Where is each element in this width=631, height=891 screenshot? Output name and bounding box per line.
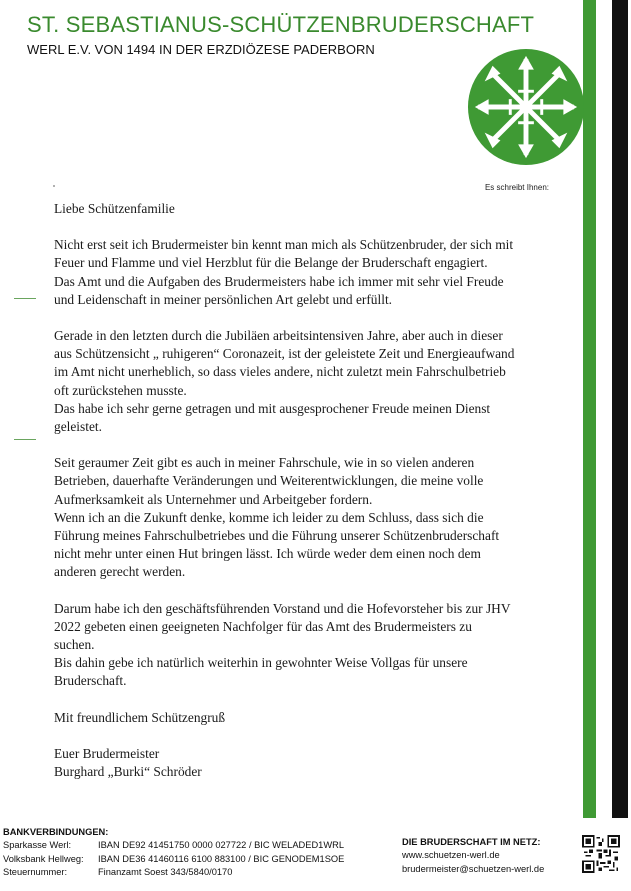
fold-mark-middle: [14, 439, 36, 440]
paragraph-4-line-2: 2022 gebeten einen geeigneten Nachfolger für das Amt des Brudermeisters zu: [54, 618, 472, 634]
paragraph-2-line-2: aus Schützensicht „ ruhigeren“ Coronazeit, ist der geleistete Zeit und Energieaufwand: [54, 346, 515, 362]
bank-row-volksbank: [3, 853, 344, 866]
bank-details: [3, 826, 344, 879]
black-side-stripe: [612, 0, 628, 818]
paragraph-4-line-4: Bis dahin gebe ich natürlich weiterhin in gewohnter Weise Vollgas für unsere: [54, 655, 468, 671]
letter-greeting: Liebe Schützenfamilie: [54, 201, 175, 216]
fold-mark-top: [14, 298, 36, 299]
signature-title: Euer Brudermeister: [54, 745, 160, 761]
paragraph-2-line-5: Das habe ich sehr gerne getragen und mit ausgesprochener Freude meinen Dienst: [54, 400, 491, 416]
paragraph-4-line-1: Darum habe ich den geschäftsführenden Vorstand und die Hofevorsteher bis zur JHV: [54, 600, 511, 616]
paragraph-4-line-3: suchen.: [54, 637, 95, 653]
sender-label: Es schreibt Ihnen:: [484, 183, 549, 192]
bank-heading: BANKVERBINDUNGEN:: [3, 827, 109, 837]
paragraph-3-line-2: Betrieben, dauerhafte Veränderungen und Weiterentwicklungen, die meine volle: [54, 473, 484, 489]
tax-value: Finanzamt Soest 343/5840/0170: [98, 866, 233, 877]
decorative-dot: [53, 185, 55, 187]
paragraph-3-line-1: Seit geraumer Zeit gibt es auch in meiner Fahrschule, wie in so vielen anderen: [54, 455, 475, 471]
paragraph-1-line-2: Feuer und Flamme und viel Herzblut für die Belange der Bruderschaft engagiert.: [54, 255, 488, 271]
qr-code-icon[interactable]: [582, 835, 620, 873]
organization-subtitle: WERL E.V. VON 1494 IN DER ERZDIÖZESE PADERBORN: [27, 42, 375, 57]
paragraph-2-line-4: oft zurückstehen musste.: [54, 382, 187, 398]
paragraph-1-line-1: Nicht erst seit ich Brudermeister bin kennt man mich als Schützenbruder, der sich mit: [54, 237, 514, 253]
tax-label: Steuernummer:: [3, 866, 68, 877]
letter-body: [54, 200, 574, 781]
bank-label: Volksbank Hellweg:: [3, 853, 84, 864]
web-details: [402, 836, 544, 876]
paragraph-2-line-6: geleistet.: [54, 419, 102, 435]
bank-row-sparkasse: [3, 839, 344, 852]
crossed-arrows-emblem-icon: [467, 48, 585, 166]
paragraph-2-line-1: Gerade in den letzten durch die Jubiläen arbeitsintensiven Jahre, aber auch in dieser: [54, 328, 503, 344]
paragraph-1-line-3: Das Amt und die Aufgaben des Brudermeisters habe ich immer mit sehr viel Freude: [54, 273, 504, 289]
paragraph-3-line-7: anderen gerecht werden.: [54, 564, 186, 580]
paragraph-3-line-3: Aufmerksamkeit als Unternehmer und Arbeitgeber fordern.: [54, 491, 373, 507]
website-link[interactable]: www.schuetzen-werl.de: [402, 850, 500, 861]
organization-title: ST. SEBASTIANUS-SCHÜTZENBRUDERSCHAFT: [27, 12, 535, 37]
bank-label: Sparkasse Werl:: [3, 840, 72, 851]
paragraph-3-line-6: nicht mehr unter einen Hut bringen lässt. Ich würde weder dem einen noch dem: [54, 546, 481, 562]
bank-value: IBAN DE36 41460116 6100 883100 / BIC GENODEM1SOE: [98, 853, 345, 864]
tax-number-row: [3, 866, 344, 879]
paragraph-3-line-5: Führung meines Fahrschulbetriebes und die Führung unserer Schützenbruderschaft: [54, 528, 500, 544]
paragraph-3-line-4: Wenn ich an die Zukunft denke, komme ich leider zu dem Schluss, dass sich die: [54, 509, 484, 525]
paragraph-4-line-5: Bruderschaft.: [54, 673, 127, 689]
signature-name: Burghard „Burki“ Schröder: [54, 764, 202, 780]
paragraph-2-line-3: im Amt nicht unerheblich, so dass vieles andere, nicht zuletzt mein Fahrschulbetrieb: [54, 364, 506, 380]
web-heading: DIE BRUDERSCHAFT IM NETZ:: [402, 837, 541, 847]
email-link[interactable]: brudermeister@schuetzen-werl.de: [402, 863, 545, 874]
bank-value: IBAN DE92 41451750 0000 027722 / BIC WELADED1WRL: [98, 840, 344, 851]
paragraph-1-line-4: und Leidenschaft in meiner persönlichen Art gelebt und erfüllt.: [54, 291, 393, 307]
letter-closing: Mit freundlichem Schützengruß: [54, 709, 226, 725]
